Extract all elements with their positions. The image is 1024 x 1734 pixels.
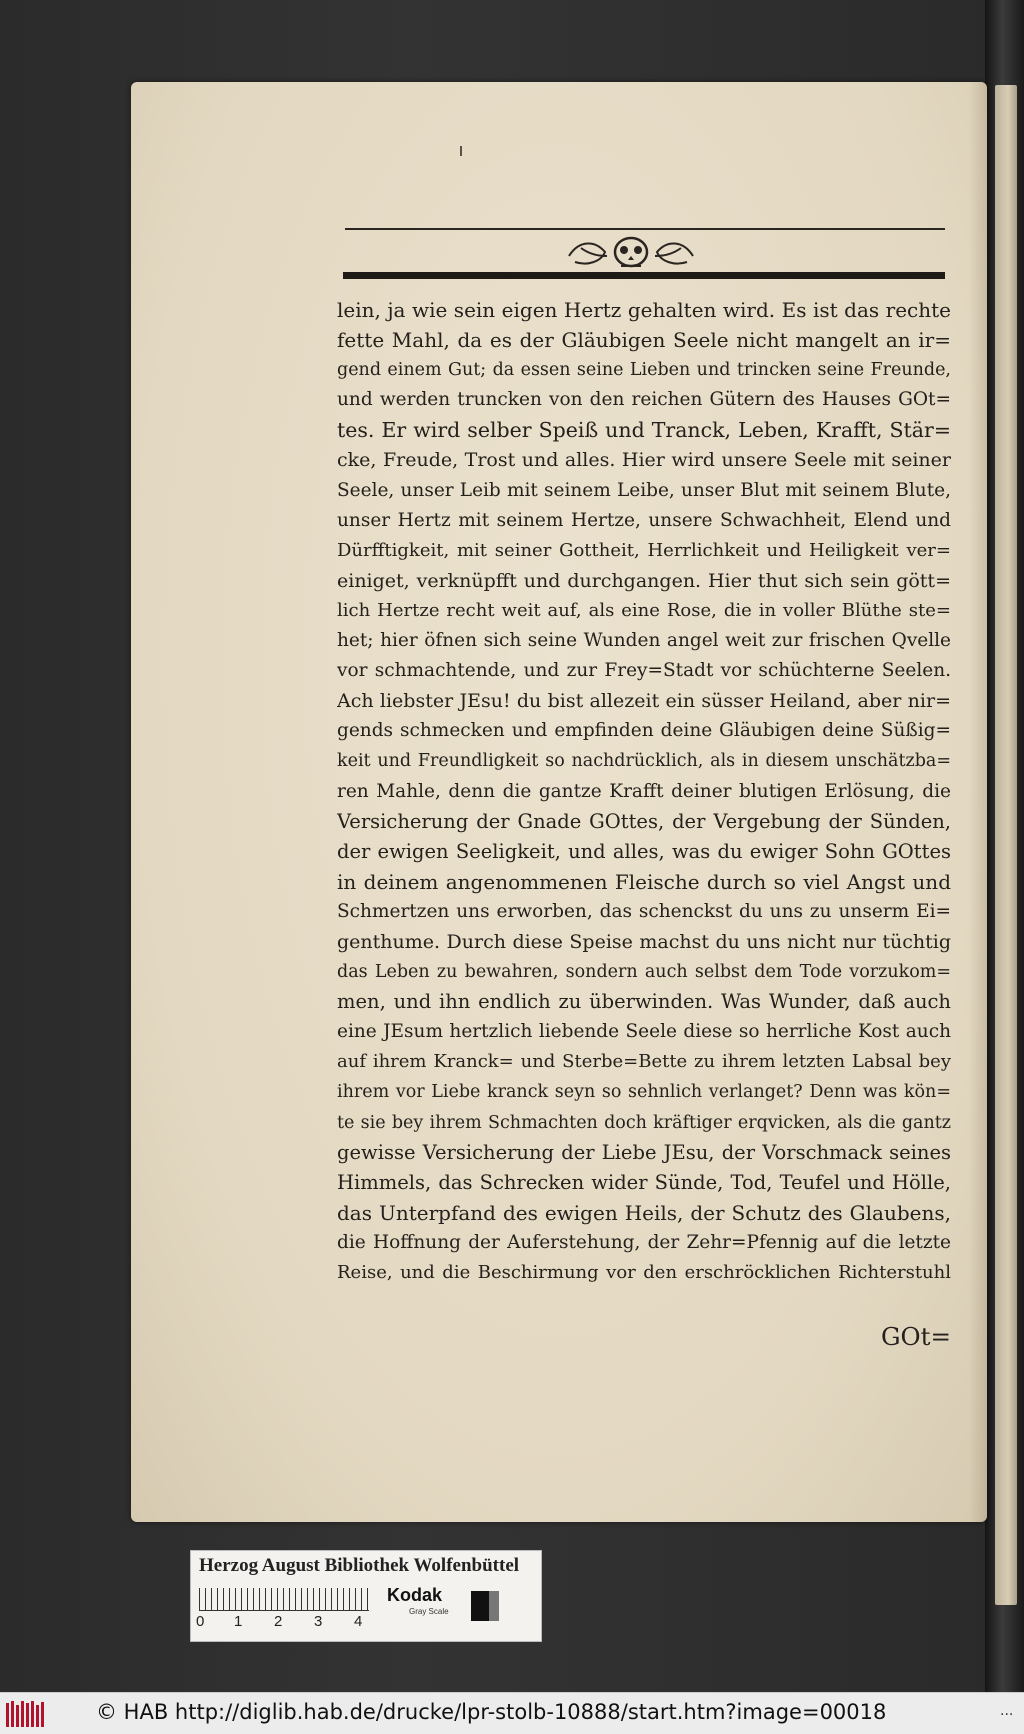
text-line: einiget, verknüpfft und durchgangen. Hier thut sich sein gött= xyxy=(337,569,951,592)
text-line: die Hoffnung der Auferstehung, der Zehr=Pfennig auf die letzte xyxy=(337,1231,951,1253)
ruler-number: 4 xyxy=(354,1613,363,1630)
text-line: men, und ihn endlich zu überwinden. Was Wunder, daß auch xyxy=(337,990,951,1014)
scale-ruler xyxy=(199,1588,369,1611)
text-line: Ach liebster JEsu! du bist allezeit ein süsser Heiland, aber nir= xyxy=(337,690,951,713)
text-line: Reise, und die Beschirmung vor den erschröcklichen Richterstuhl xyxy=(337,1262,951,1283)
ruler-number: 2 xyxy=(274,1613,283,1630)
ruler-number: 1 xyxy=(234,1613,243,1630)
hab-logo-icon xyxy=(4,1699,46,1729)
skull-ornament-icon xyxy=(561,234,701,274)
text-line: unser Hertz mit seinem Hertze, unsere Schwachheit, Elend und xyxy=(337,509,951,531)
page-shadow xyxy=(969,82,987,1522)
text-line: der ewigen Seeligkeit, und alles, was du ewiger Sohn GOttes xyxy=(337,839,951,863)
text-line: und werden truncken von den reichen Gütern des Hauses GOt= xyxy=(337,389,951,411)
text-line: vor schmachtende, und zur Frey=Stadt vor schüchterne Seelen. xyxy=(337,660,951,682)
facing-page-edge xyxy=(995,85,1017,1605)
text-line: gends schmecken und empfinden deine Gläubigen deine Süßig= xyxy=(337,720,951,742)
footer-dots: ... xyxy=(1000,1703,1014,1719)
text-line: lich Hertze recht weit auf, als eine Rose, die in voller Blüthe ste= xyxy=(337,599,951,621)
headpiece-rule-bottom xyxy=(343,272,945,279)
catchword: GOt= xyxy=(880,1322,951,1351)
text-line: lein, ja wie sein eigen Hertz gehalten wird. Es ist das rechte xyxy=(337,298,951,322)
body-text xyxy=(337,295,951,1288)
text-line: genthume. Durch diese Speise machst du uns nicht nur tüchtig xyxy=(337,930,951,953)
library-name: Herzog August Bibliothek Wolfenbüttel xyxy=(199,1555,520,1576)
text-line: ihrem vor Liebe kranck seyn so sehnlich verlanget? Denn was kön= xyxy=(337,1082,951,1103)
text-line: eine JEsum hertzlich liebende Seele diese so herrliche Kost auch xyxy=(337,1021,951,1043)
text-line: fette Mahl, da es der Gläubigen Seele nicht mangelt an ir= xyxy=(337,328,951,353)
text-line: Himmels, das Schrecken wider Sünde, Tod, Teufel und Hölle, xyxy=(337,1170,951,1194)
ruler-number: 0 xyxy=(196,1613,205,1630)
text-line: auf ihrem Kranck= und Sterbe=Bette zu ihrem letzten Labsal bey xyxy=(337,1051,951,1073)
footer-url[interactable]: © HAB http://diglib.hab.de/drucke/lpr-stolb-10888/start.htm?image=00018 xyxy=(96,1700,887,1724)
text-line: das Leben zu bewahren, sondern auch selbst dem Tode vorzukom= xyxy=(337,962,951,983)
text-line: tes. Er wird selber Speiß und Tranck, Leben, Krafft, Stär= xyxy=(337,418,951,443)
gray-patch-mid xyxy=(489,1591,499,1621)
text-line: te sie bey ihrem Schmachten doch kräftiger erqvicken, als die gantz xyxy=(337,1112,951,1133)
ruler-number: 3 xyxy=(314,1613,323,1630)
page-mark xyxy=(460,146,462,156)
text-line: gewisse Versicherung der Liebe JEsu, der Vorschmack seines xyxy=(337,1140,951,1164)
gray-patch-dark xyxy=(471,1591,489,1621)
text-line: das Unterpfand des ewigen Heils, der Schutz des Glaubens, xyxy=(337,1200,951,1225)
text-line: Seele, unser Leib mit seinem Leibe, unser Blut mit seinem Blute, xyxy=(337,479,951,501)
text-line: Versicherung der Gnade GOttes, der Vergebung der Sünden, xyxy=(337,809,951,833)
text-line: gend einem Gut; da essen seine Lieben und trincken seine Freunde, xyxy=(337,360,951,381)
gray-scale-label: Gray Scale xyxy=(409,1607,449,1616)
color-reference-card xyxy=(190,1550,542,1642)
text-line: ren Mahle, denn die gantze Krafft deiner blutigen Erlösung, die xyxy=(337,780,951,802)
book-page xyxy=(131,82,987,1522)
ruler-numbers xyxy=(196,1613,376,1633)
text-line: het; hier öfnen sich seine Wunden angel weit zur frischen Qvelle xyxy=(337,630,951,652)
text-line: in deinem angenommenen Fleische durch so viel Angst und xyxy=(337,869,951,894)
kodak-brand: Kodak xyxy=(387,1585,443,1605)
text-line: keit und Freundligkeit so nachdrücklich, als in diesem unschätzba= xyxy=(337,751,951,772)
footer-bar xyxy=(0,1692,1024,1734)
text-line: cke, Freude, Trost und alles. Hier wird unsere Seele mit seiner xyxy=(337,449,951,472)
headpiece-rule-top xyxy=(345,228,945,230)
text-line: Schmertzen uns erworben, das schenckst du uns zu unserm Ei= xyxy=(337,900,951,922)
text-line: Dürfftigkeit, mit seiner Gottheit, Herrlichkeit und Heiligkeit ver= xyxy=(337,539,951,561)
